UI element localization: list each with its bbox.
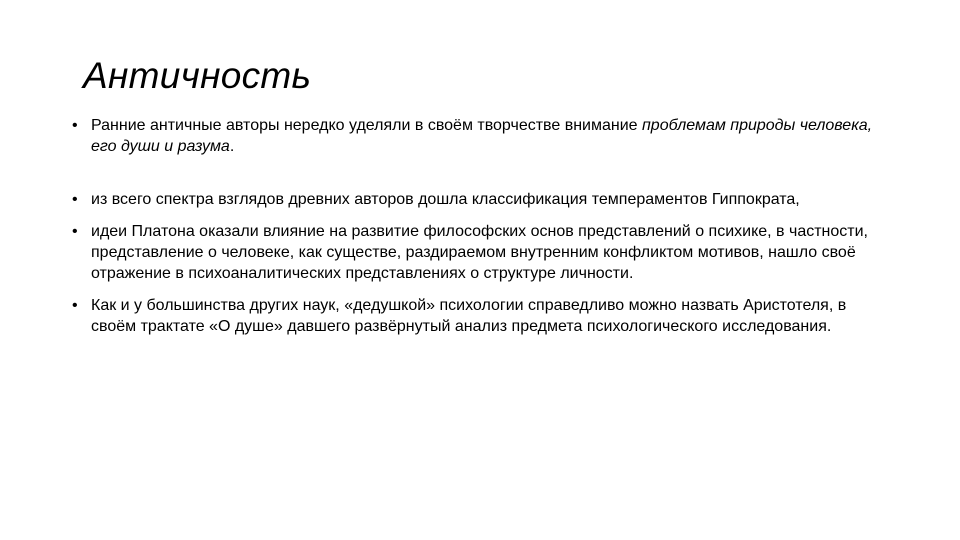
bullet-item xyxy=(72,295,892,337)
slide-title: Античность xyxy=(83,55,312,96)
bullet-text: Ранние античные авторы нередко уделяли в своём творчестве внимание xyxy=(91,117,642,134)
bullet-list xyxy=(72,115,892,337)
bullet-text: из всего спектра взглядов древних авторов дошла классификация темпераментов Гиппократа, xyxy=(91,191,800,208)
bullet-emphasis: проблемам природы человека, его души и разума xyxy=(91,117,873,155)
bullet-item xyxy=(72,115,892,157)
bullet-text-end: . xyxy=(229,138,235,155)
bullet-item xyxy=(72,189,892,210)
bullet-text: Как и у большинства других наук, «дедушкой» психологии справедливо можно назвать Аристотеля, в своём трактате «О душе» давшего развёрнутый анализ предмета психологического исследования. xyxy=(91,297,847,335)
bullet-item xyxy=(72,221,892,284)
bullet-text: идеи Платона оказали влияние на развитие философских основ представлений о психике, в частности, представление о человеке, как существе, раздираемом внутренним конфликтом мотивов, нашло своё отражение в психоаналитических представлениях о структуре личности. xyxy=(91,223,868,282)
